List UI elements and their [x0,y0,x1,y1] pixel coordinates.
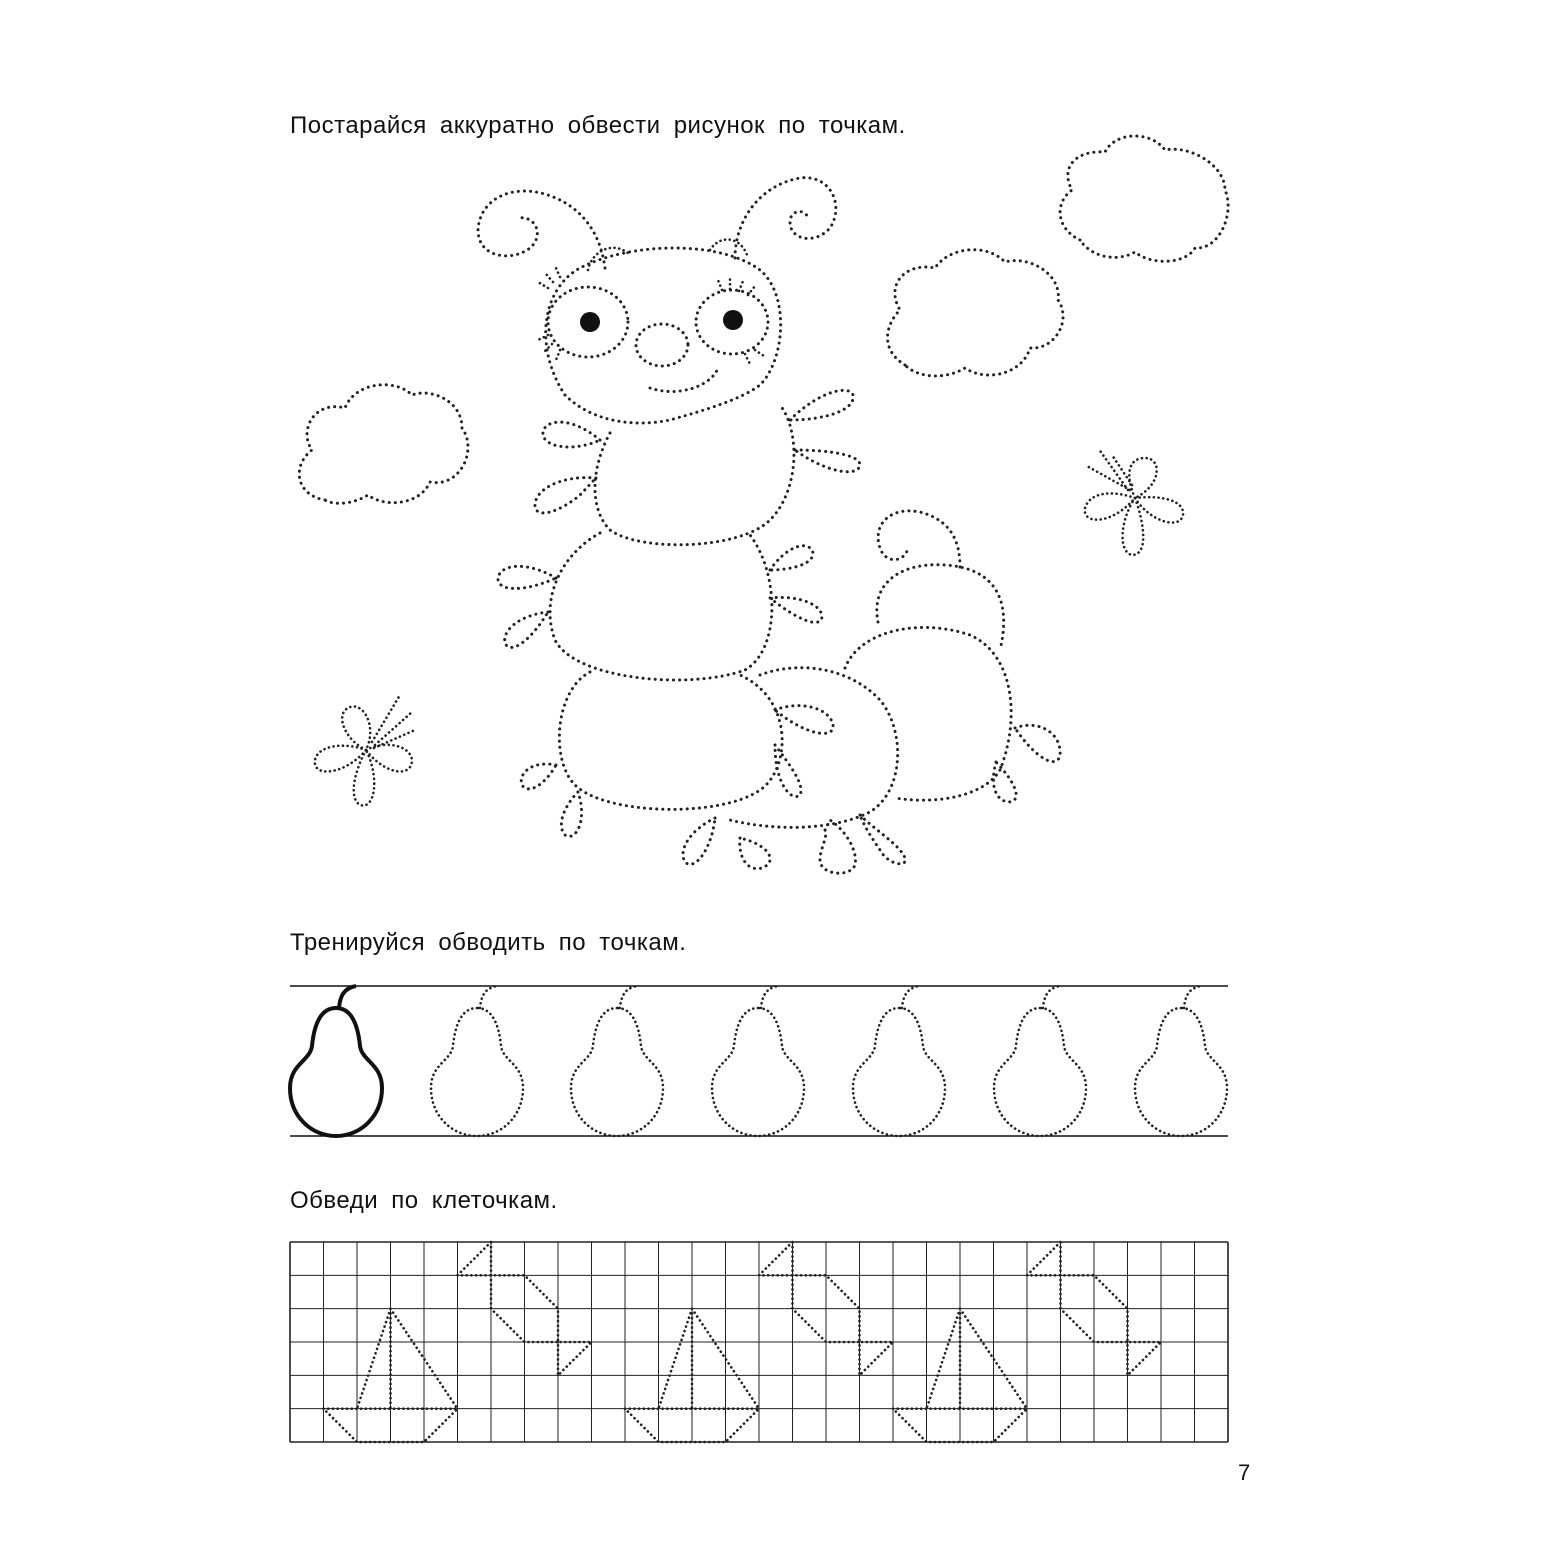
cloud-middle [888,250,1064,376]
cloud-left [299,385,468,504]
pear-solid-sample [290,986,382,1136]
caterpillar-legs [498,390,1060,873]
page-number: 7 [1238,1460,1251,1485]
cloud-right [1060,136,1228,261]
pear-dotted-3 [712,986,804,1136]
pear-dotted-2 [571,986,663,1136]
tracing-grid [290,1242,1228,1442]
instruction-trace-grid: Обведи по клеточкам. [290,1187,558,1214]
caterpillar-body [550,405,794,809]
pear-dotted-4 [853,986,945,1136]
pear-dotted-5 [994,986,1086,1136]
butterfly-right [1085,448,1183,555]
instruction-trace-pears: Тренируйся обводить по точкам. [290,929,687,956]
pear-dotted-1 [431,986,523,1136]
caterpillar-illustration [299,136,1228,873]
pear-dotted-6 [1135,986,1227,1136]
butterfly-left [315,695,415,806]
instruction-trace-picture: Постарайся аккуратно обвести рисунок по точкам. [290,112,906,139]
caterpillar-head [478,178,836,423]
pear-tracing-row [290,986,1228,1136]
grid-lines [290,1242,1228,1442]
